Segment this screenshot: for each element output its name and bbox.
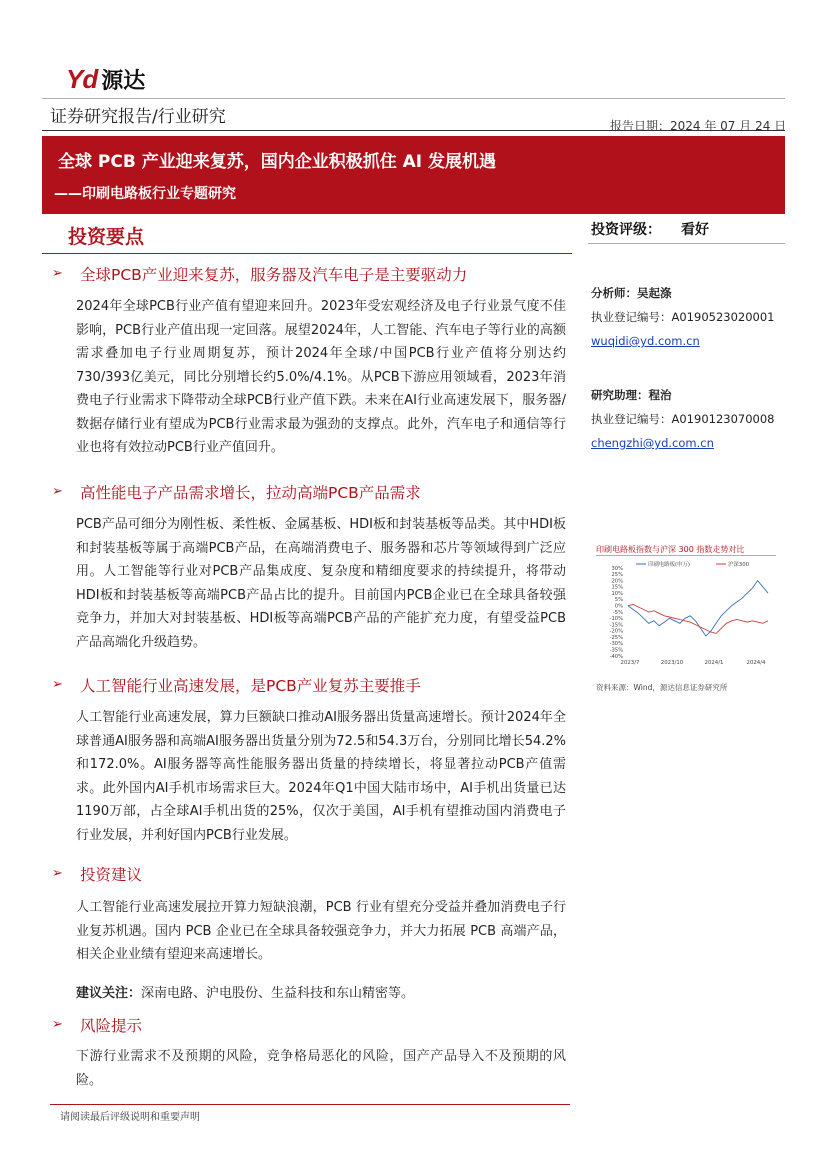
- section-paragraph-2: PCB产品可细分为刚性板、柔性板、金属基板、HDI板和封装基板等品类。其中HDI板和封装基板等属于高端PCB产品，在高端消费电子、服务器和芯片等领域得到广泛应用。人工智能等行业对PCB产品集成度、复杂度和精细度要求的持续提升，将带动HDI板和封装基板等高端PCB产品占比的提升。目前国内PCB企业已在全球具备较强竞争力，并加大对封装基板、HDI板等高端PCB产品的产能扩充力度，有望受益PCB产品高端化升级趋势。: [76, 517, 566, 650]
- section-paragraph-3: 人工智能行业高速发展，算力巨额缺口推动AI服务器出货量高速增长。预计2024年全球普通AI服务器和高端AI服务器出货量分别为72.5和54.3万台，分别同比增长54.2%和172.0%。AI服务器等高性能服务器出货量的持续增长，将显著拉动PCB产值需求。此外国内AI手机市场需求巨大。2024年Q1中国大陆市场中，AI手机出货量已达1190万部，占全球AI手机出货的25%，仅次于美国，AI手机有望推动国内消费电子行业发展，并利好国内PCB行业发展。: [76, 710, 566, 843]
- bullet-icon: ➢: [52, 866, 63, 881]
- bullet-icon: ➢: [52, 266, 63, 281]
- header-divider-top: [42, 98, 785, 99]
- recommendation-label: 建议关注：: [76, 986, 142, 1001]
- heading-underline: [42, 253, 572, 254]
- report-title: 全球 PCB 产业迎来复苏，国内企业积极抓住 AI 发展机遇: [58, 152, 497, 172]
- recommendation-line: [76, 982, 566, 1006]
- y-tick-label: -10%: [609, 616, 623, 623]
- assistant-registration: 执业登记编号：A0190123070008: [591, 412, 775, 426]
- brand-logo: [66, 64, 176, 94]
- chart-title: 印刷电路板指数与沪深 300 指数走势对比: [596, 545, 745, 554]
- y-tick-label: 5%: [614, 597, 623, 604]
- legend-label: 沪深300: [728, 562, 750, 568]
- series-line: [628, 581, 768, 636]
- y-tick-label: 30%: [611, 565, 623, 572]
- logo-cn: 源达: [101, 69, 146, 94]
- section-title-1: 全球PCB产业迎来复苏，服务器及汽车电子是主要驱动力: [80, 266, 468, 284]
- y-tick-label: -25%: [609, 634, 623, 641]
- y-tick-label: 20%: [611, 578, 623, 585]
- section-paragraph-1: 2024年全球PCB行业产值有望迎来回升。2023年受宏观经济及电子行业景气度不佳影响，PCB行业产值出现一定回落。展望2024年，人工智能、汽车电子等行业的高额需求叠加电子行业周期复苏，预计2024年全球/中国PCB行业产值将分别达约730/393亿美元，同比分别增长约5.0%/4.1%。从PCB下游应用领域看，2023年消费电子行业需求下降带动全球PCB行业产值下跌。未来在AI行业高速发展下，服务器/数据存储行业有望成为PCB行业需求最为强劲的支撑点。此外，汽车电子和通信等行业也将有效拉动PCB行业产值回升。: [76, 299, 566, 455]
- section-title-3: 人工智能行业高速发展，是PCB产业复苏主要推手: [80, 677, 421, 695]
- footer-note: 请阅读最后评级说明和重要声明: [60, 1112, 200, 1123]
- legend-label: 印刷电路板(申万): [648, 562, 690, 568]
- index-comparison-chart: [596, 556, 776, 674]
- sidebar-divider: [588, 243, 785, 244]
- analyst-email-link[interactable]: wuqidi@yd.com.cn: [591, 334, 700, 348]
- x-tick-label: 2024/1: [704, 660, 724, 666]
- analyst-name: 分析师：吴起涤: [591, 286, 672, 300]
- rating-label: 投资评级：: [591, 222, 661, 238]
- y-tick-label: 15%: [611, 584, 623, 591]
- investment-highlights-heading: 投资要点: [68, 226, 145, 248]
- y-tick-label: 25%: [611, 572, 623, 579]
- chart-source: 资料来源：Wind，源达信息证券研究所: [596, 683, 728, 692]
- section-title-5: 风险提示: [80, 1017, 143, 1035]
- doc-type: 证券研究报告/行业研究: [50, 107, 226, 127]
- x-tick-label: 2023/10: [660, 660, 684, 666]
- report-subtitle: ——印刷电路板行业专题研究: [54, 186, 236, 202]
- footer-divider: [50, 1104, 570, 1105]
- y-tick-label: 10%: [611, 590, 623, 597]
- series-line: [628, 605, 768, 634]
- section-paragraph-5: 下游行业需求不及预期的风险，竞争格局恶化的风险，国产产品导入不及预期的风险。: [76, 1049, 566, 1088]
- section-title-2: 高性能电子产品需求增长，拉动高端PCB产品需求: [80, 484, 421, 502]
- analyst-registration: 执业登记编号：A0190523020001: [591, 310, 775, 324]
- logo-latin: Yd: [66, 64, 98, 94]
- y-tick-label: -35%: [609, 647, 623, 654]
- y-tick-label: -20%: [609, 628, 623, 635]
- rating-value: 看好: [681, 222, 709, 238]
- assistant-email-link[interactable]: chengzhi@yd.com.cn: [591, 436, 714, 450]
- bullet-icon: ➢: [52, 1017, 63, 1032]
- assistant-name: 研究助理：程治: [591, 388, 672, 402]
- y-tick-label: 0%: [614, 603, 623, 610]
- x-tick-label: 2024/4: [746, 660, 766, 666]
- y-tick-label: -30%: [609, 641, 623, 648]
- section-title-4: 投资建议: [80, 866, 143, 884]
- section-paragraph-4: 人工智能行业高速发展拉开算力短缺浪潮，PCB 行业有望充分受益并叠加消费电子行业复苏机遇。国内 PCB 企业已在全球具备较强竞争力，并大力拓展 PCB 高端产品，相关企业业绩有望迎来高速增长。: [76, 900, 566, 962]
- y-tick-label: -40%: [609, 653, 623, 660]
- y-tick-label: -15%: [609, 622, 623, 629]
- bullet-icon: ➢: [52, 677, 63, 692]
- recommendation-text: 深南电路、沪电股份、生益科技和东山精密等。: [141, 986, 415, 1001]
- x-tick-label: 2023/7: [620, 660, 640, 666]
- y-tick-label: -5%: [612, 609, 623, 616]
- bullet-icon: ➢: [52, 484, 63, 499]
- report-date: 报告日期：2024 年 07 月 24 日: [610, 119, 787, 133]
